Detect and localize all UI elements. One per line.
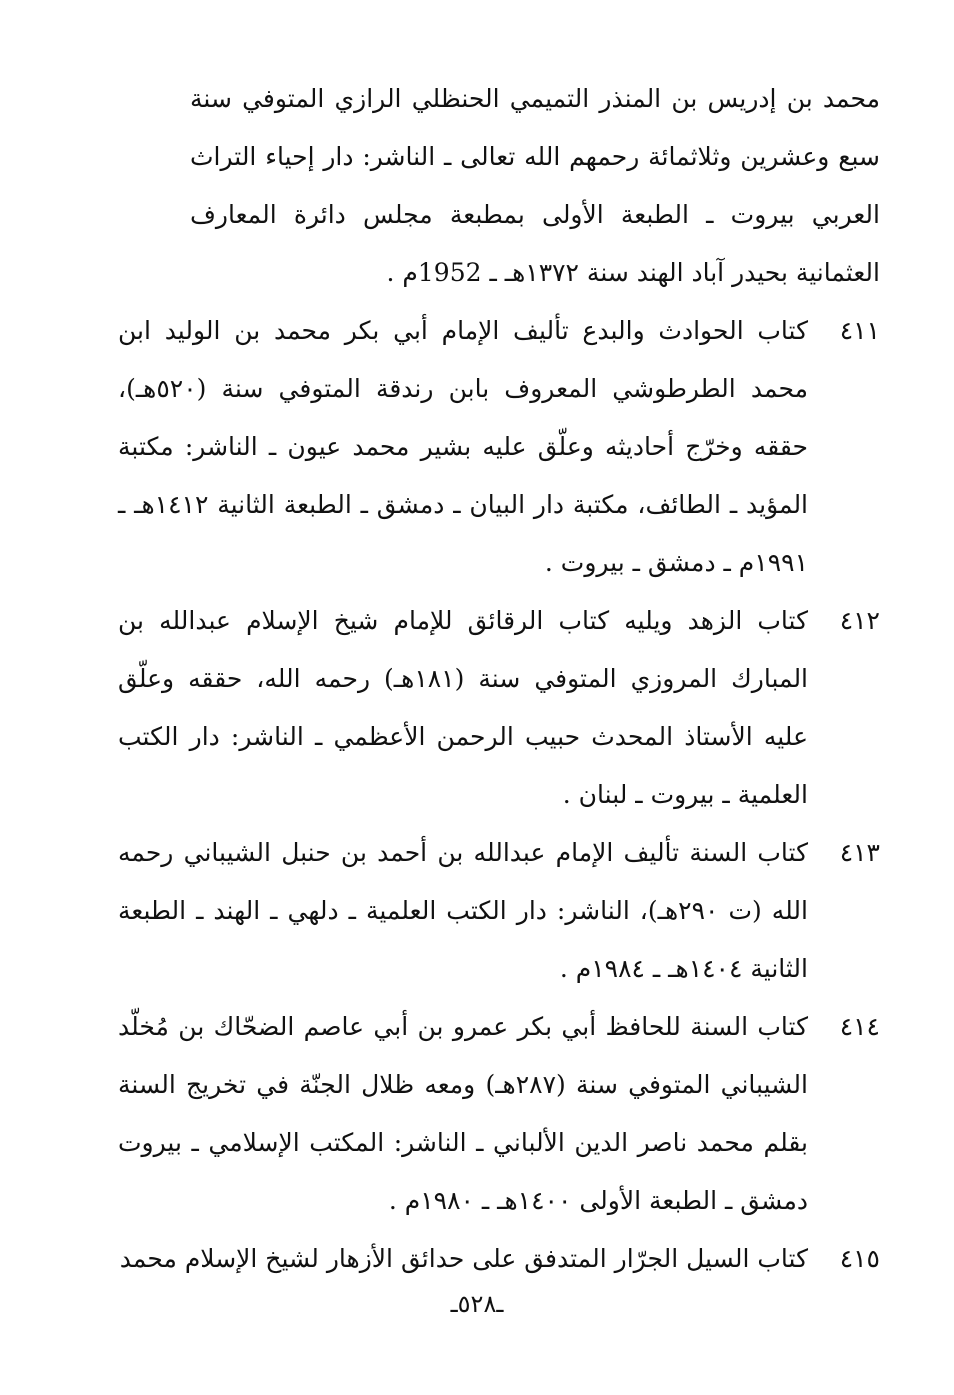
entry-number: ٤١٤	[839, 1012, 880, 1041]
entry-text: كتاب السنة للحافظ أبي بكر عمرو بن أبي عاصم الضحّاك بن مُخلّد الشيباني المتوفي سنة (٢٨٧هـ) ومعه ظلال الجنّة في تخريج السنة بقلم محمد ناصر الدين الألباني ـ الناشر: المكتب الإسلامي ـ بيروت دمشق ـ الطبعة الأولى ١٤٠٠هـ ـ ١٩٨٠م .	[118, 1012, 808, 1215]
page-number: ـ٥٢٨ـ	[450, 1290, 504, 1318]
bibliography-entry-412	[100, 592, 880, 824]
entry-number: ٤١٣	[839, 838, 880, 867]
bibliography-entry-414	[100, 998, 880, 1230]
entry-text: كتاب الزهد ويليه كتاب الرقائق للإمام شيخ الإسلام عبدالله بن المبارك المروزي المتوفي سنة (١٨١هـ) رحمه الله، حققه وعلّق عليه الأستاذ المحدث حبيب الرحمن الأعظمي ـ الناشر: دار الكتب العلمية ـ بيروت ـ لبنان .	[118, 606, 809, 809]
entry-number: ٤١١	[839, 316, 880, 345]
continued-entry-text: محمد بن إدريس بن المنذر التميمي الحنظلي الرازي المتوفي سنة سبع وعشرين وثلاثمائة رحمهم الله تعالى ـ الناشر: دار إحياء التراث العربي بيروت ـ الطبعة الأولى بمطبعة مجلس دائرة المعارف العثمانية بحيدر آباد الهند سنة ١٣٧٢هـ ـ 1952م .	[190, 84, 880, 287]
bibliography-entry-411	[100, 302, 880, 592]
bibliography-entry-413	[100, 824, 880, 998]
entry-text: كتاب الحوادث والبدع تأليف الإمام أبي بكر محمد بن الوليد ابن محمد الطرطوشي المعروف بابن رندقة المتوفي سنة (٥٢٠هـ)، حققه وخرّج أحاديثه وعلّق عليه بشير محمد عيون ـ الناشر: مكتبة المؤيد ـ الطائف، مكتبة دار البيان ـ دمشق ـ الطبعة الثانية ١٤١٢هـ ـ ١٩٩١م ـ دمشق ـ بيروت .	[118, 316, 809, 577]
document-body	[100, 70, 880, 1310]
entry-number: ٤١٢	[839, 606, 880, 635]
entry-text: كتاب السيل الجرّار المتدفق على حدائق الأزهار لشيخ الإسلام محمد	[119, 1244, 808, 1273]
entry-text: كتاب السنة تأليف الإمام عبدالله بن أحمد بن حنبل الشيباني رحمه الله (ت ٢٩٠هـ)، الناشر: دار الكتب العلمية ـ دلهي ـ الهند ـ الطبعة الثانية ١٤٠٤هـ ـ ١٩٨٤م .	[118, 838, 808, 983]
entry-number: ٤١٥	[839, 1244, 880, 1273]
bibliography-entry-415	[100, 1230, 880, 1288]
